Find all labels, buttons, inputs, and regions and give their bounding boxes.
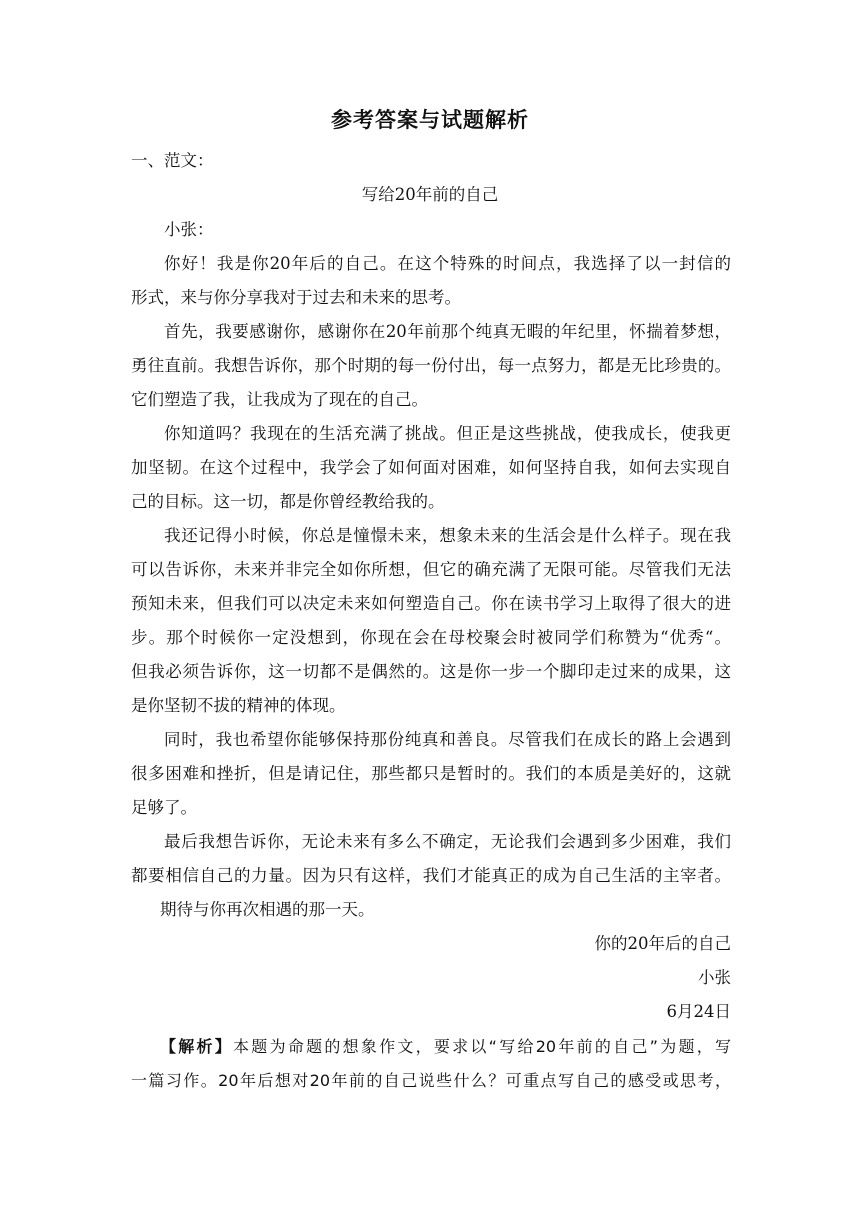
paragraph-line: 足够了。	[131, 798, 197, 817]
paragraph-line: 你知道吗？我现在的生活充满了挑战。但正是这些挑战，使我成长，使我更	[164, 424, 731, 443]
salutation: 小张：	[164, 220, 214, 239]
signature-date: 6月24日	[666, 1002, 731, 1021]
paragraph-line: 首先，我要感谢你，感谢你在20年前那个纯真无暇的年纪里，怀揣着梦想，	[164, 322, 731, 341]
paragraph-line: 它们塑造了我，让我成为了现在的自己。	[131, 390, 428, 409]
paragraph-line: 可以告诉你，未来并非完全如你所想，但它的确充满了无限可能。尽管我们无法	[131, 560, 731, 579]
analysis-text: 本题为命题的想象作文，要求以“写给20年前的自己”为题，写	[233, 1037, 731, 1056]
paragraph-line: 期待与你再次相遇的那一天。	[160, 900, 375, 919]
paragraph-line: 加坚韧。在这个过程中，我学会了如何面对困难，如何坚持自我，如何去实现自	[131, 458, 731, 477]
page-title: 参考答案与试题解析	[331, 108, 529, 132]
paragraph-line: 步。那个时候你一定没想到，你现在会在母校聚会时被同学们称赞为“优秀“。	[131, 628, 731, 647]
paragraph-line: 己的目标。这一切，都是你曾经教给我的。	[131, 492, 445, 511]
essay-title: 写给20年前的自己	[361, 185, 499, 204]
signature-name: 小张	[698, 968, 731, 987]
paragraph-line: 都要相信自己的力量。因为只有这样，我们才能真正的成为自己生活的主宰者。	[131, 866, 731, 885]
analysis-tag: 【解析】	[160, 1037, 234, 1056]
paragraph-line: 是你坚韧不拔的精神的体现。	[131, 696, 346, 715]
paragraph-line: 形式，来与你分享我对于过去和未来的思考。	[131, 288, 461, 307]
signature-line: 你的20年后的自己	[594, 934, 731, 953]
paragraph-line: 但我必须告诉你，这一切都不是偶然的。这是你一步一个脚印走过来的成果，这	[131, 662, 731, 681]
section-label: 一、范文：	[131, 151, 214, 170]
paragraph-line: 我还记得小时候，你总是憧憬未来，想象未来的生活会是什么样子。现在我	[164, 526, 731, 545]
paragraph-line: 预知未来，但我们可以决定未来如何塑造自己。你在读书学习上取得了很大的进	[131, 594, 731, 613]
paragraph-line: 勇往直前。我想告诉你，那个时期的每一份付出，每一点努力，都是无比珍贵的。	[131, 356, 731, 375]
paragraph-line: 同时，我也希望你能够保持那份纯真和善良。尽管我们在成长的路上会遇到	[164, 730, 731, 749]
paragraph-line: 很多困难和挫折，但是请记住，那些都只是暂时的。我们的本质是美好的，这就	[131, 764, 731, 783]
paragraph-line: 最后我想告诉你，无论未来有多么不确定，无论我们会遇到多少困难，我们	[164, 832, 731, 851]
paragraph-line: 你好！我是你20年后的自己。在这个特殊的时间点，我选择了以一封信的	[164, 254, 731, 273]
analysis-line: 一篇习作。20年后想对20年前的自己说些什么？可重点写自己的感受或思考，	[131, 1071, 731, 1090]
analysis-line	[160, 1036, 731, 1058]
